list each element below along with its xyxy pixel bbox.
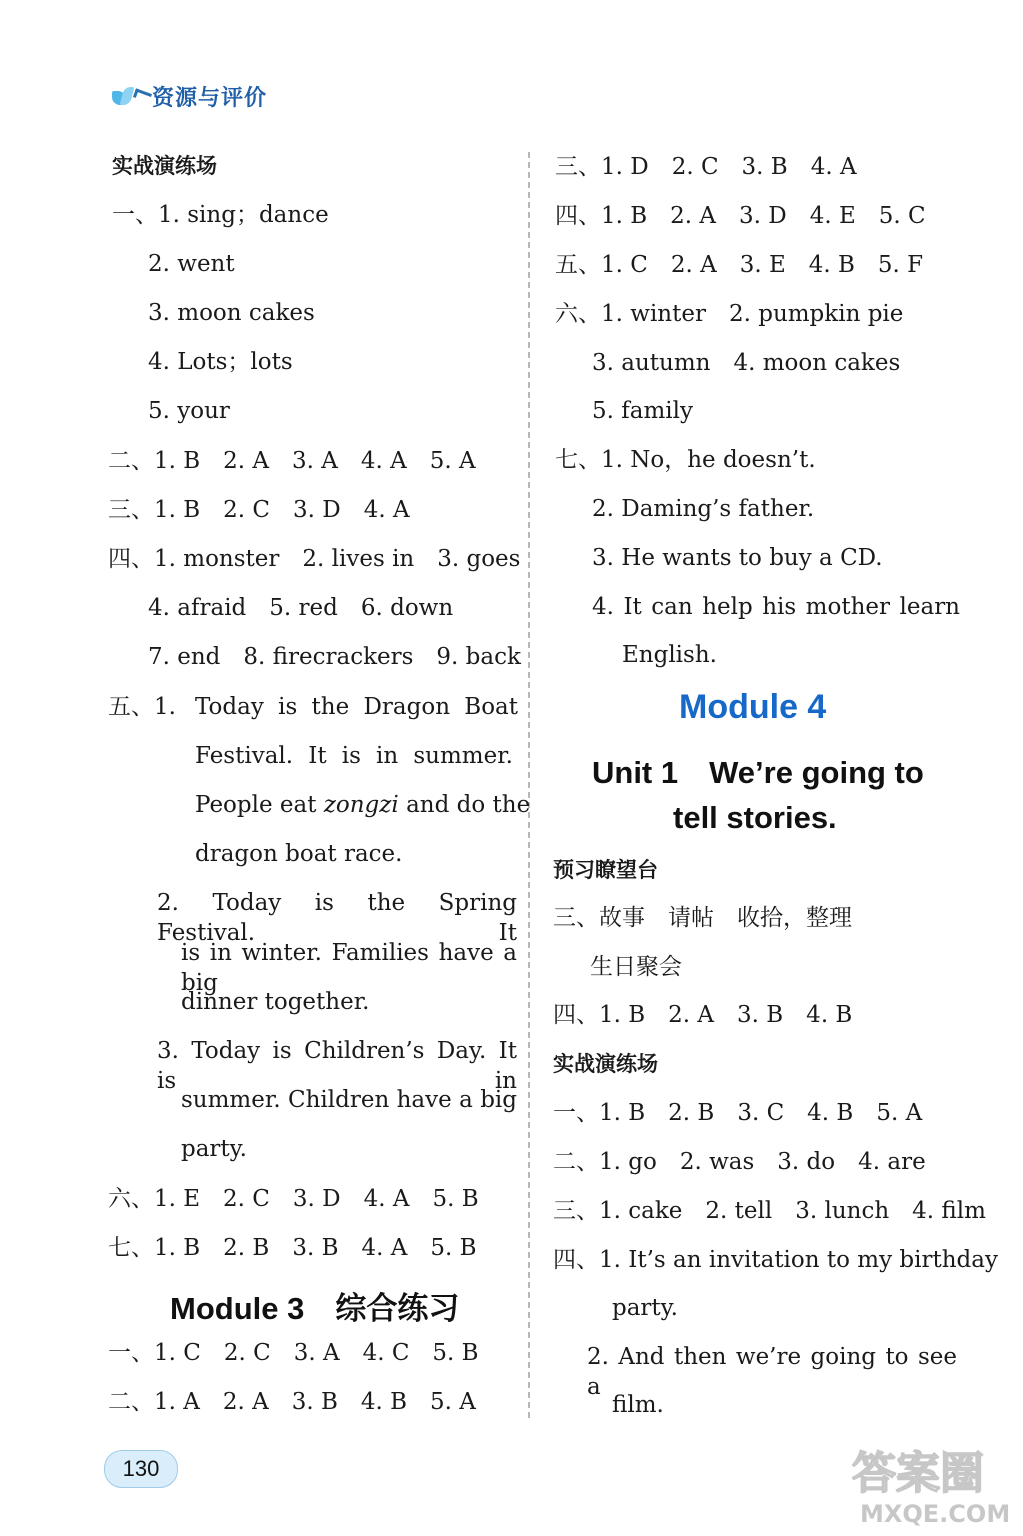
logo-icon bbox=[108, 81, 152, 111]
answer-line: 2. Daming’s father. bbox=[592, 496, 815, 522]
module-3-heading: Module 3 综合练习 bbox=[170, 1291, 460, 1326]
section-title-practice: 实战演练场 bbox=[112, 154, 217, 178]
answer-line: 四、1. monster 2. lives in 3. goes bbox=[108, 546, 521, 572]
answer-line: 二、1. A 2. A 3. B 4. B 5. A bbox=[108, 1389, 476, 1415]
answer-line: 一、1. B 2. B 3. C 4. B 5. A bbox=[553, 1100, 923, 1126]
answer-line: 三、故事 请帖 收拾，整理 bbox=[553, 905, 852, 931]
answer-line: 7. end 8. firecrackers 9. back bbox=[148, 644, 521, 670]
answer-line: 六、1. winter 2. pumpkin pie bbox=[555, 301, 904, 327]
answer-line: Festival. It is in summer. bbox=[195, 743, 513, 769]
answer-line: 2. Today is the Spring Festival. It bbox=[157, 890, 517, 946]
answer-line: is in winter. Families have a big bbox=[181, 940, 517, 996]
answer-line: 3. autumn 4. moon cakes bbox=[592, 350, 901, 376]
answer-line: 5. family bbox=[592, 398, 693, 424]
answer-line: 一、1. sing；dance bbox=[112, 202, 329, 228]
answer-line: English. bbox=[622, 642, 717, 668]
answer-line: dinner together. bbox=[181, 989, 370, 1015]
module-4-heading: Module 4 bbox=[679, 688, 827, 726]
answer-line: 七、1. B 2. B 3. B 4. A 5. B bbox=[108, 1235, 477, 1261]
unit-1-heading-cont: tell stories. bbox=[673, 800, 837, 835]
answer-line: 六、1. E 2. C 3. D 4. A 5. B bbox=[108, 1186, 479, 1212]
answer-line: 4. Lots；lots bbox=[148, 349, 293, 375]
answer-line: party. bbox=[181, 1136, 247, 1162]
answer-line: 5. your bbox=[148, 398, 230, 424]
header-title: 资源与评价 bbox=[152, 85, 268, 111]
answer-line: 3. moon cakes bbox=[148, 300, 315, 326]
answer-line: dragon boat race. bbox=[195, 841, 403, 867]
answer-line: 生日聚会 bbox=[590, 954, 682, 980]
answer-line: 三、1. B 2. C 3. D 4. A bbox=[108, 497, 410, 523]
answer-line: film. bbox=[612, 1392, 664, 1418]
watermark-url: MXQE.COM bbox=[860, 1500, 1010, 1528]
section-title-preview: 预习瞭望台 bbox=[553, 858, 658, 882]
answer-line: 3. Today is Children’s Day. It is in bbox=[157, 1038, 517, 1094]
answer-line: 2. went bbox=[148, 251, 235, 277]
answer-line: 四、1. It’s an invitation to my birthday bbox=[553, 1247, 998, 1273]
answer-line: 4. afraid 5. red 6. down bbox=[148, 595, 454, 621]
page-header bbox=[108, 78, 267, 114]
answer-line: 三、1. D 2. C 3. B 4. A bbox=[555, 154, 857, 180]
answer-line: 七、1. No，he doesn’t. bbox=[555, 447, 816, 473]
answer-line: 4. It can help his mother learn bbox=[592, 594, 960, 620]
answer-line: Today is the Dragon Boat bbox=[195, 694, 518, 720]
answer-line: People eat zongzi and do the bbox=[195, 792, 531, 818]
unit-1-heading: Unit 1 We’re going to bbox=[592, 755, 924, 790]
answer-line: 四、1. B 2. A 3. D 4. E 5. C bbox=[555, 203, 926, 229]
answer-line: 3. He wants to buy a CD. bbox=[592, 545, 883, 571]
answer-line: summer. Children have a big bbox=[181, 1087, 517, 1113]
answer-line: 一、1. C 2. C 3. A 4. C 5. B bbox=[108, 1340, 479, 1366]
answer-line: 二、1. B 2. A 3. A 4. A 5. A bbox=[108, 448, 476, 474]
watermark-logo bbox=[850, 1440, 1010, 1530]
answer-line: party. bbox=[612, 1295, 678, 1321]
answer-line: 三、1. cake 2. tell 3. lunch 4. film bbox=[553, 1198, 986, 1224]
column-divider bbox=[528, 152, 530, 1418]
section-title-practice: 实战演练场 bbox=[553, 1052, 658, 1076]
watermark-text: 答案圈 bbox=[852, 1448, 984, 1499]
answer-line: 二、1. go 2. was 3. do 4. are bbox=[553, 1149, 926, 1175]
page-number: 130 bbox=[104, 1450, 178, 1488]
answer-line: 2. And then we’re going to see a bbox=[587, 1344, 957, 1400]
answer-line: 四、1. B 2. A 3. B 4. B bbox=[553, 1002, 853, 1028]
answer-line-prefix: 五、1. bbox=[108, 694, 176, 720]
answer-line: 五、1. C 2. A 3. E 4. B 5. F bbox=[555, 252, 924, 278]
